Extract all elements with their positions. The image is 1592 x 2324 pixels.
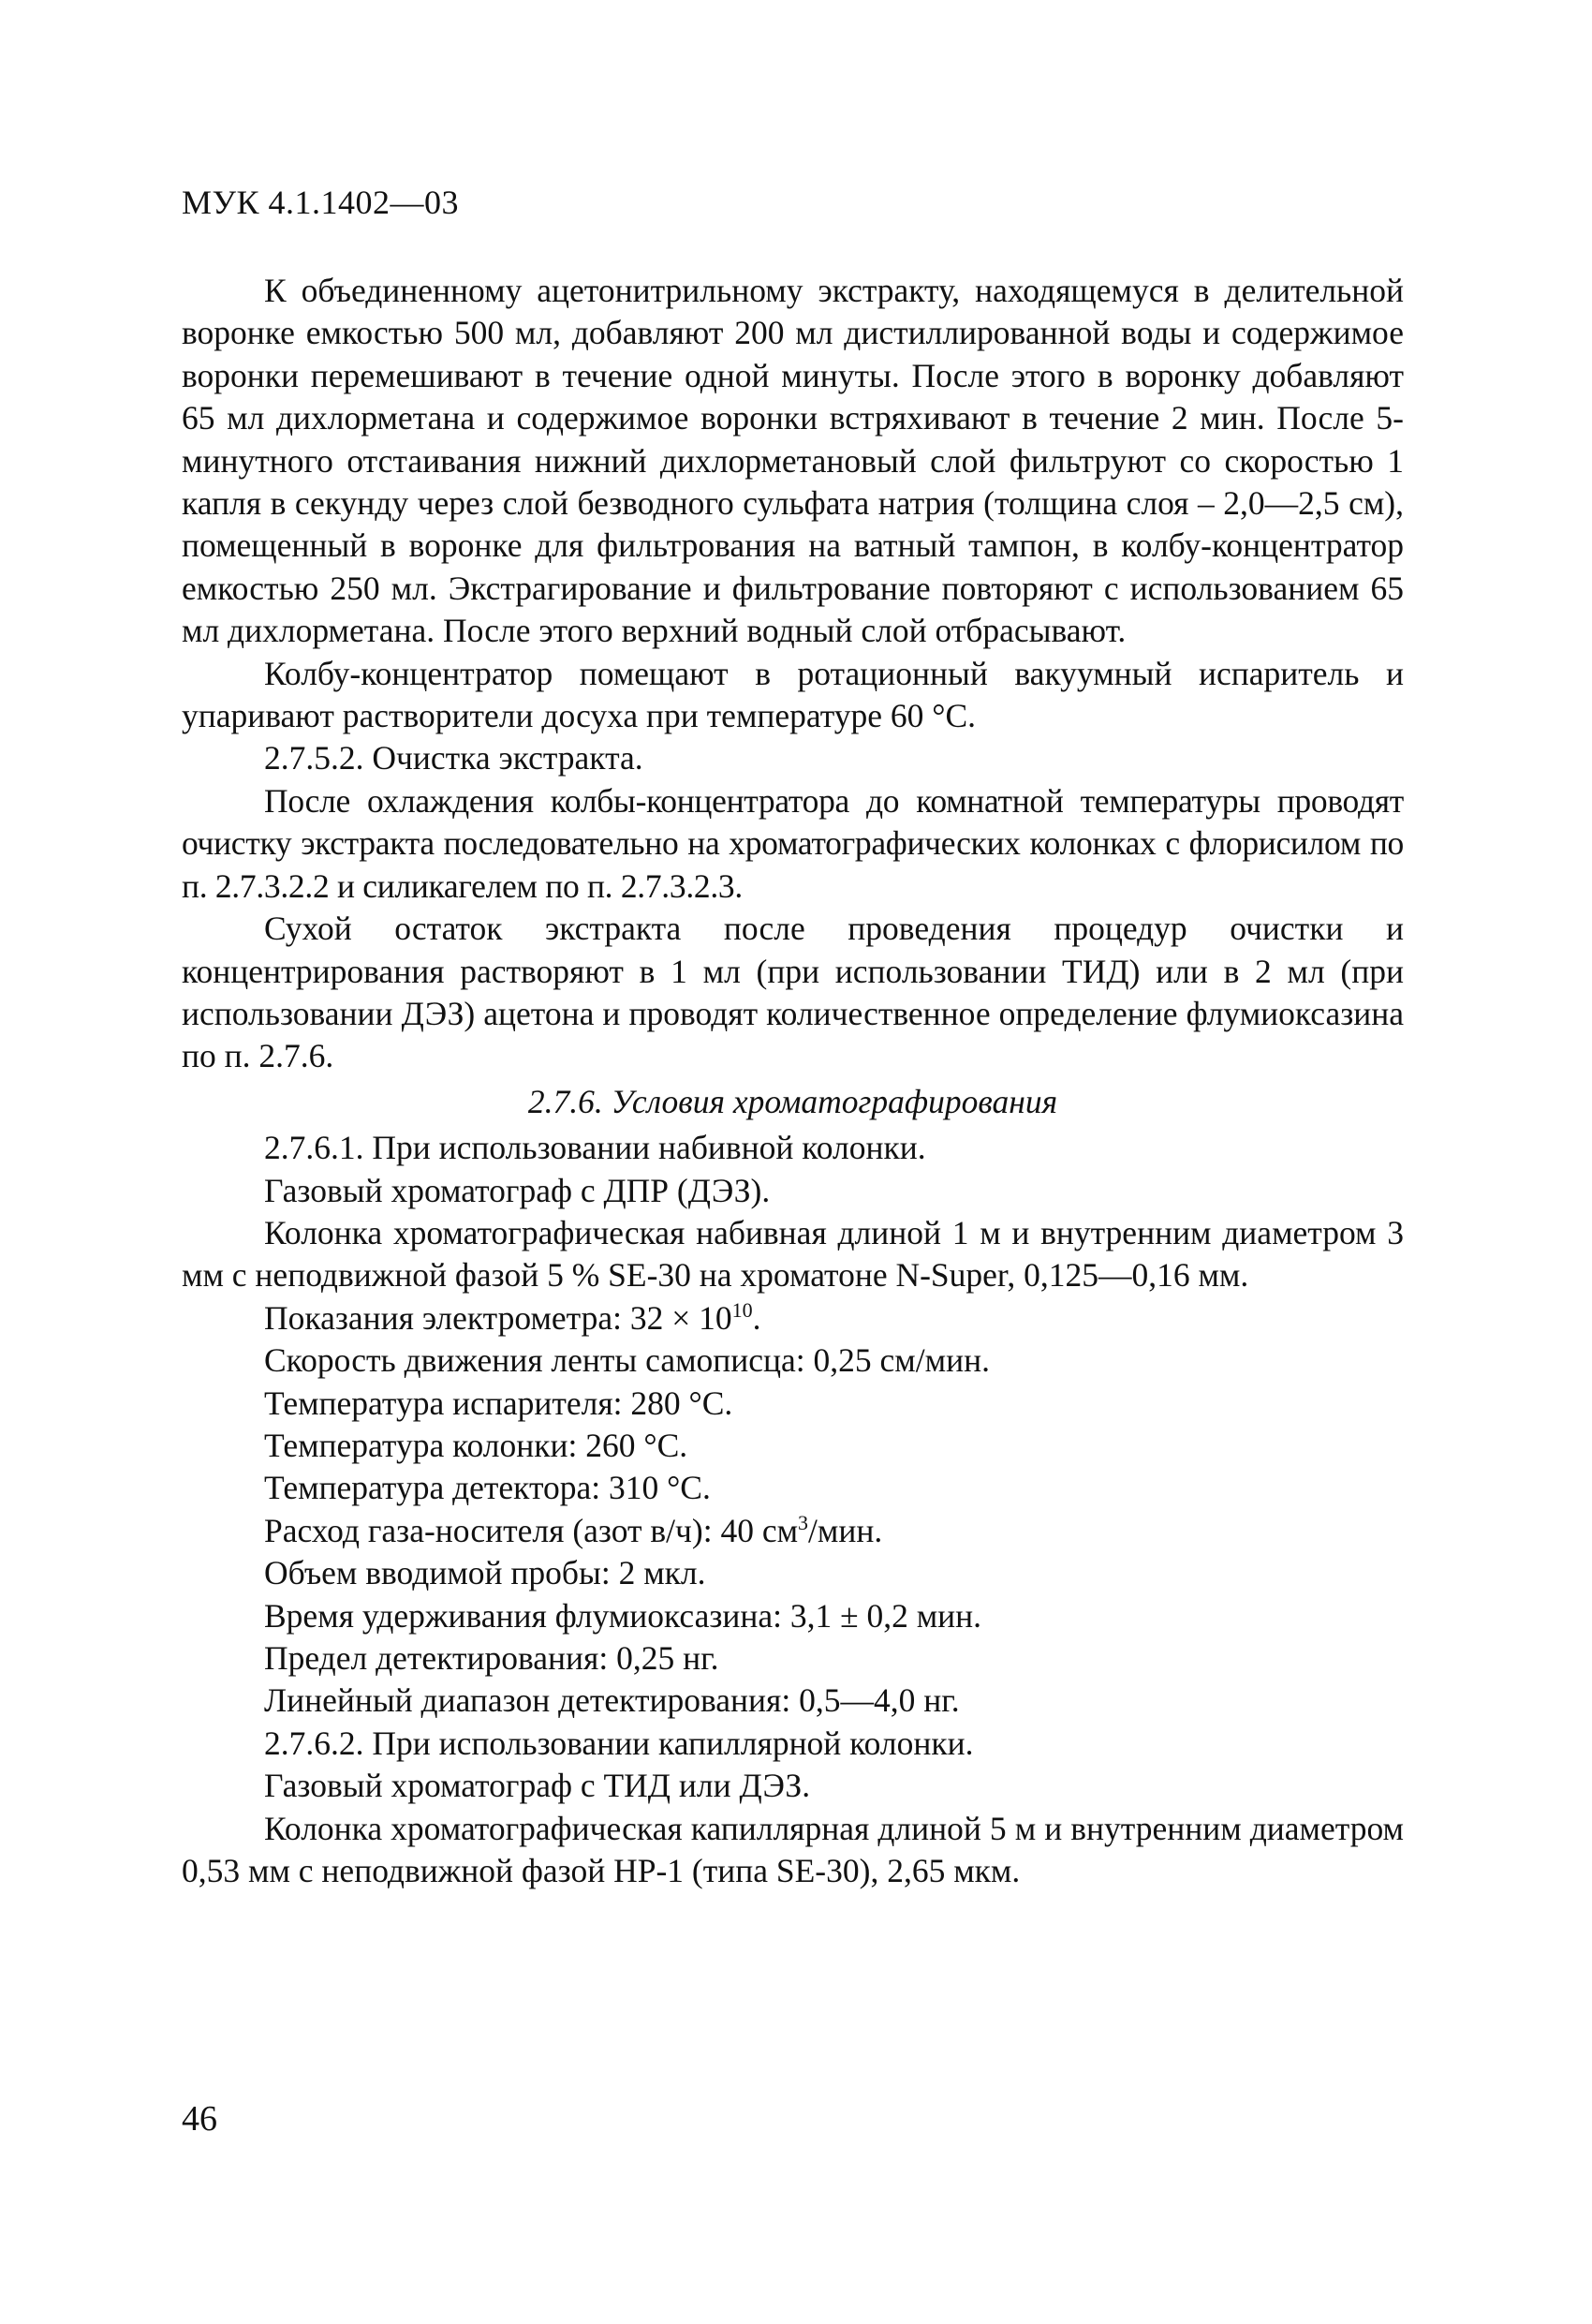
tape-speed: Скорость движения ленты самописца: 0,25 см/мин. [264,1341,990,1380]
paragraph-dry-residue: Сухой остаток экстракта после проведения процедур очистки и концентрирования растворяют в 1 мл (при использовании ТИД) или в 2 мл (при использовании ДЭЗ) ацетона и проводят количественное определение флумиоксазина по п. 2.7.6. [182,910,1404,1075]
sample-volume: Объем вводимой пробы: 2 мкл. [264,1554,706,1592]
electrometer-label: Показания электрометра: 32 × 10 [264,1298,732,1337]
packed-column-title: 2.7.6.1. При использовании набивной колонки. [264,1129,926,1167]
column-temperature: Температура колонки: 260 °C. [264,1426,688,1464]
gas-flow-exponent: 3 [798,1510,809,1534]
gas-flow-label: Расход газа-носителя (азот в/ч): 40 см [264,1511,799,1549]
page-body [182,270,1404,1892]
gas-flow-end: /мин. [808,1511,883,1549]
linear-range: Линейный диапазон детектирования: 0,5—4,0 нг. [264,1681,960,1720]
electrometer-end: . [752,1298,761,1337]
page-number: 46 [182,2099,217,2139]
capillary-column-description: Колонка хроматографическая капиллярная длиной 5 м и внутренним диаметром 0,53 мм с неподвижной фазой HP-1 (типа SE-30), 2,65 мкм. [182,1809,1404,1890]
retention-time: Время удерживания флумиоксазина: 3,1 ± 0,2 мин. [264,1596,982,1635]
electrometer-reading [182,1297,1404,1340]
capillary-column-title: 2.7.6.2. При использовании капиллярной колонки. [264,1724,974,1762]
paragraph-evaporation: Колбу-концентратор помещают в ротационный вакуумный испаритель и упаривают растворители досуха при температуре 60 °C. [182,654,1404,735]
paragraph-cleanup: После охлаждения колбы-концентратора до комнатной температуры проводят очистку экстракта последовательно на хроматографических колонках с флорисилом по п. 2.7.3.2.2 и силикагелем по п. 2.7.3.2.3. [182,781,1404,905]
capillary-chromatograph: Газовый хроматограф с ТИД или ДЭЗ. [264,1767,811,1805]
paragraph-cleanup-title: 2.7.5.2. Очистка экстракта. [264,739,643,777]
section-heading-chromatography: 2.7.6. Условия хроматографирования [527,1082,1058,1120]
detection-limit: Предел детектирования: 0,25 нг. [264,1639,719,1677]
document-code-header: МУК 4.1.1402—03 [182,184,460,221]
electrometer-exponent: 10 [731,1297,753,1322]
detector-temperature: Температура детектора: 310 °C. [264,1469,711,1507]
packed-column-description: Колонка хроматографическая набивная длиной 1 м и внутренним диаметром 3 мм с неподвижной фазой 5 % SE-30 на хроматоне N-Super, 0,125—0,16 мм. [182,1213,1404,1295]
carrier-gas-flow [182,1510,1404,1552]
packed-chromatograph: Газовый хроматограф с ДПР (ДЭЗ). [264,1171,771,1209]
paragraph-extraction: К объединенному ацетонитрильному экстракту, находящемуся в делительной воронке емкостью 500 мл, добавляют 200 мл дистиллированной воды и содержимое воронки перемешивают в течение одной минуты. После этого в воронку добавляют 65 мл дихлорметана и содержимое воронки встряхивают в течение 2 мин. После 5-минутного отстаивания нижний дихлорметановый слой фильтруют со скоростью 1 капля в секунду через слой безводного сульфата натрия (толщина слоя – 2,0—2,5 см), помещенный в воронке для фильтрования на ватный тампон, в колбу-концентратор емкостью 250 мл. Экстрагирование и фильтрование повторяют с использованием 65 мл дихлорметана. После этого верхний водный слой отбрасывают. [182,272,1404,650]
evaporator-temperature: Температура испарителя: 280 °C. [264,1384,733,1422]
